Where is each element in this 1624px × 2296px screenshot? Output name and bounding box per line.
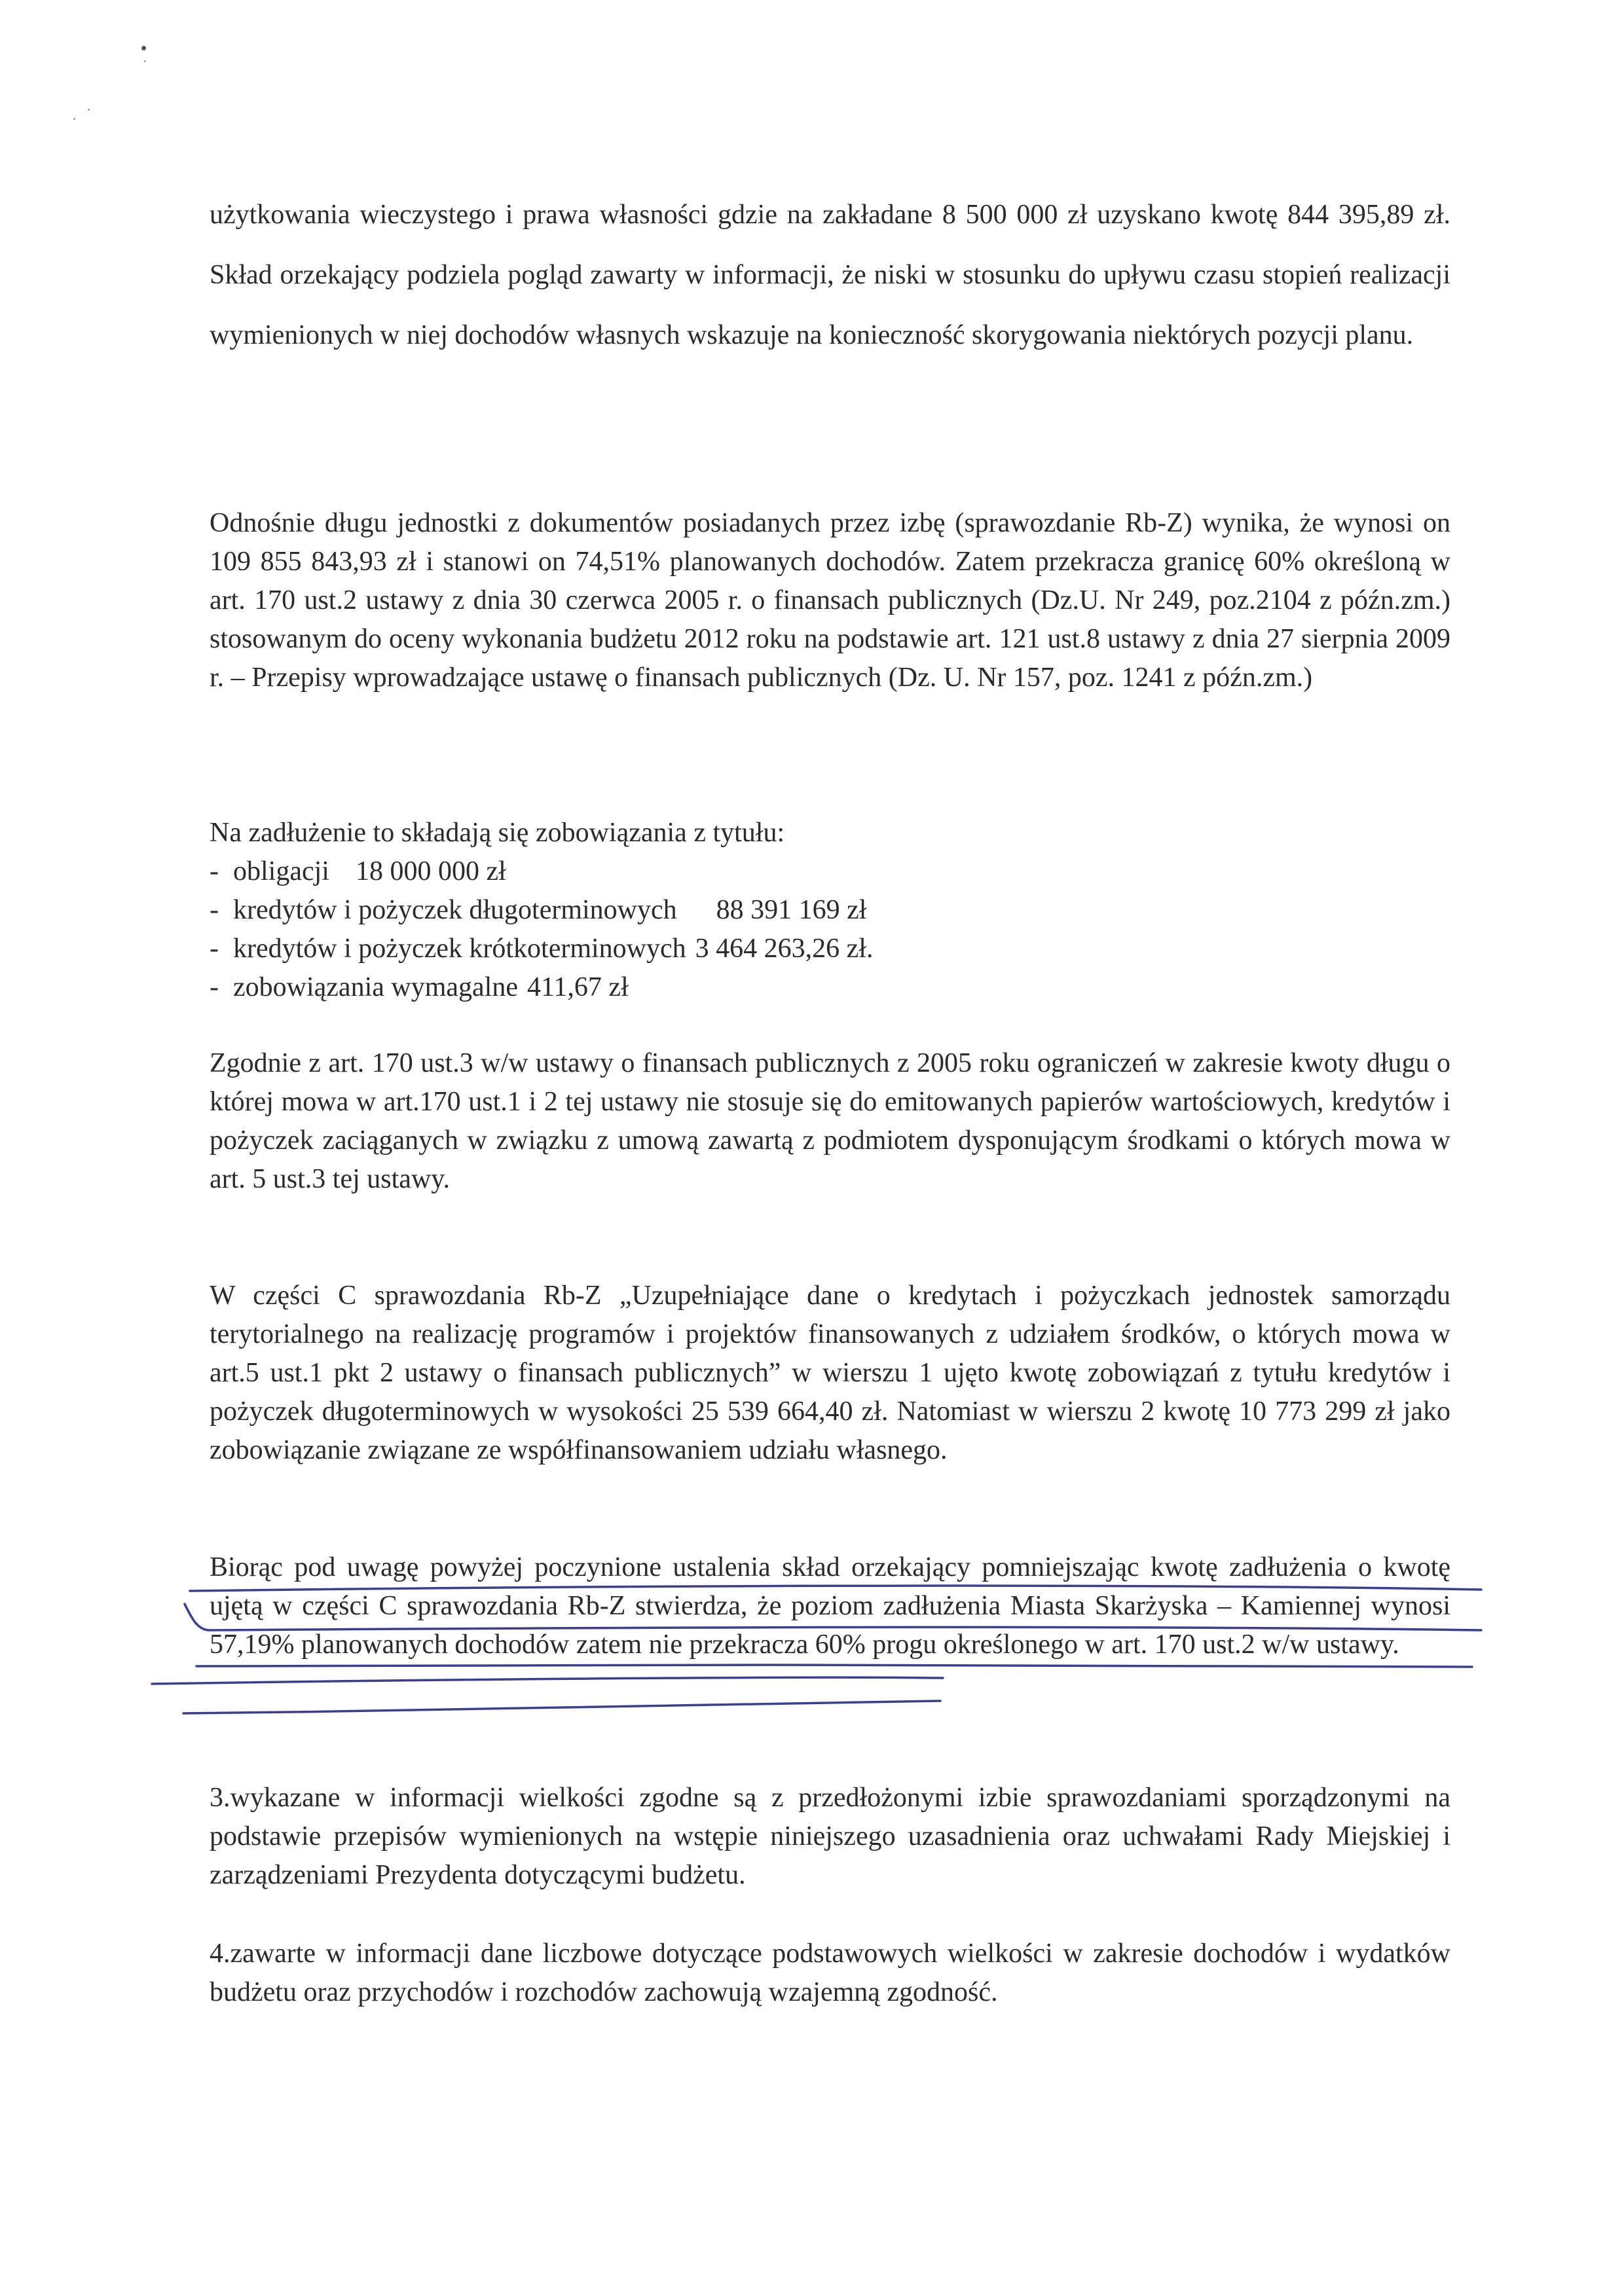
paragraph-land-use-income (210, 185, 1450, 365)
paragraph-text: Biorąc pod uwagę powyżej poczynione ustalenia skład orzekający pomniejszając kwotę zadłużenia o kwotę ujętą w części C sprawozdania Rb-Z stwierdza, że poziom zadłużenia Miasta Skarżyska – Kamiennej wynosi 57,19% planowanych dochodów zatem nie przekracza 60% progu określonego w art. 170 ust.2 w/w ustawy. (210, 1552, 1450, 1660)
debt-composition (210, 814, 1450, 1007)
paragraph-text: Odnośnie długu jednostki z dokumentów posiadanych przez izbę (sprawozdanie Rb-Z) wynika, że wynosi on 109 855 843,93 zł i stanowi on 74,51% planowanych dochodów. Zatem przekracza granicę 60% określoną w art. 170 ust.2 ustawy z dnia 30 czerwca 2005 r. o finansach publicznych (Dz.U. Nr 249, poz.2104 z późn.zm.) stosowanym do oceny wykonania budżetu 2012 roku na podstawie art. 121 ust.8 ustawy z dnia 27 sierpnia 2009 r. – Przepisy wprowadzające ustawę o finansach publicznych (Dz. U. Nr 157, poz. 1241 z późn.zm.) (210, 508, 1450, 693)
scan-speck (88, 109, 90, 111)
list-dash: - (210, 856, 219, 886)
pen-underline-line-4 (152, 1677, 943, 1684)
list-item (210, 891, 1450, 930)
list-item (210, 852, 1450, 891)
list-item (210, 930, 1450, 968)
paragraph-unit-debt (210, 504, 1450, 697)
pen-underline-line-5 (183, 1701, 940, 1713)
paragraph-text: 3.wykazane w informacji wielkości zgodne są z przedłożonymi izbie sprawozdaniami sporządzonymi na podstawie przepisów wymienionych na wstępie niniejszego uzasadnienia oraz uchwałami Rady Miejskiej i zarządzeniami Prezydenta dotyczącymi budżetu. (210, 1783, 1450, 1890)
paragraph-conclusion-underlined (210, 1548, 1450, 1664)
list-item-amount: 18 000 000 zł (355, 856, 506, 886)
scan-mark (141, 46, 146, 50)
list-item-label: zobowiązania wymagalne (233, 972, 518, 1002)
list-item-amount: 411,67 zł (526, 972, 629, 1002)
paragraph-text: W części C sprawozdania Rb-Z „Uzupełniające dane o kredytach i pożyczkach jednostek samorządu terytorialnego na realizację programów i projektów finansowanych z udziałem środków, o których mowa w art.5 ust.1 pkt 2 ustawy o finansach publicznych” w wierszu 1 ujęto kwotę zobowiązań z tytułu kredytów i pożyczek długoterminowych w wysokości 25 539 664,40 zł. Natomiast w wierszu 2 kwotę 10 773 299 zł jako zobowiązanie związane ze współfinansowaniem udziału własnego. (210, 1281, 1450, 1465)
scan-speck (73, 118, 75, 120)
scan-speck (144, 60, 146, 62)
paragraph-text: Zgodnie z art. 170 ust.3 w/w ustawy o finansach publicznych z 2005 roku ograniczeń w zakresie kwoty długu o której mowa w art.170 ust.1 i 2 tej ustawy nie stosuje się do emitowanych papierów wartościowych, kredytów i pożyczek zaciąganych w związku z umową zawartą z podmiotem dysponującym środkami o których mowa w art. 5 ust.3 tej ustawy. (210, 1048, 1450, 1194)
paragraph-debt-limit-exemption (210, 1044, 1450, 1199)
paragraph-text: użytkowania wieczystego i prawa własności gdzie na zakładane 8 500 000 zł uzyskano kwotę 844 395,89 zł. Skład orzekający podziela pogląd zawarty w informacji, że niski w stosunku do upływu czasu stopień realizacji wymienionych w niej dochodów własnych wskazuje na konieczność skorygowania niektórych pozycji planu. (210, 200, 1450, 350)
list-item-label: kredytów i pożyczek krótkoterminowych (233, 934, 686, 964)
list-dash: - (210, 934, 219, 964)
list-item-label: obligacji (233, 856, 329, 886)
debt-list (210, 852, 1450, 1007)
paragraph-point-3 (210, 1779, 1450, 1895)
list-item-amount: 88 391 169 zł (716, 895, 867, 925)
list-item-amount: 3 464 263,26 zł. (695, 934, 874, 964)
paragraph-text: 4.zawarte w informacji dane liczbowe dotyczące podstawowych wielkości w zakresie dochodów i wydatków budżetu oraz przychodów i rozchodów zachowują wzajemną zgodność. (210, 1939, 1450, 2007)
paragraph-point-4 (210, 1935, 1450, 2012)
list-dash: - (210, 972, 219, 1002)
list-item (210, 968, 1450, 1007)
list-dash: - (210, 895, 219, 925)
list-item-label: kredytów i pożyczek długoterminowych (233, 895, 677, 925)
pen-underline-line-3 (196, 1665, 1472, 1667)
debt-list-intro: Na zadłużenie to składają się zobowiązania z tytułu: (210, 818, 785, 848)
paragraph-rbz-part-c (210, 1277, 1450, 1470)
